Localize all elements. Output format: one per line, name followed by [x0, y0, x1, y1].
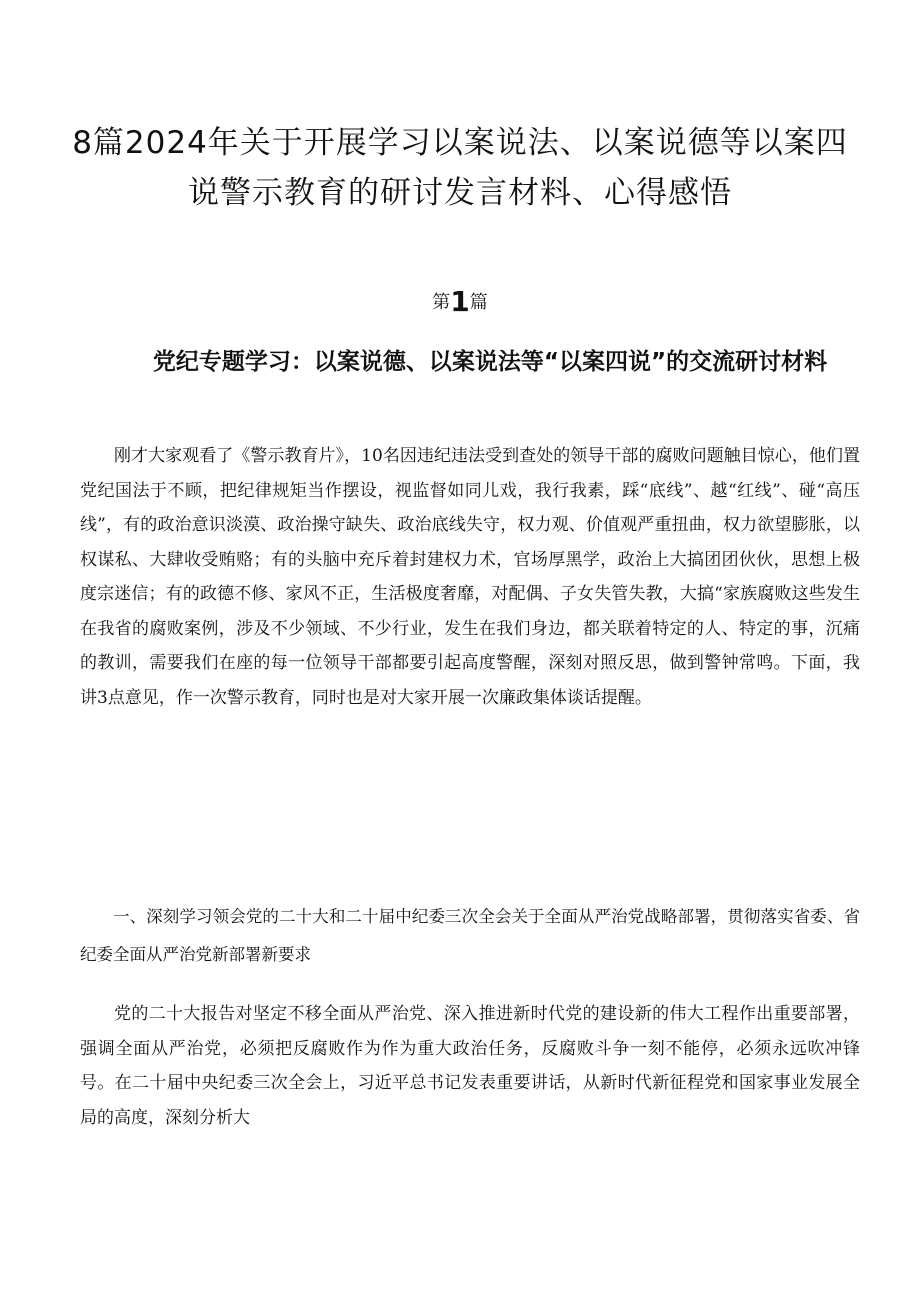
document-title: 8篇2024年关于开展学习以案说法、以案说德等以案四说警示教育的研讨发言材料、心得感悟 — [72, 125, 848, 211]
chapter-prefix: 第 — [432, 292, 451, 313]
chapter-number: 1 — [450, 285, 470, 318]
chapter-suffix: 篇 — [469, 292, 488, 313]
chapter-heading — [0, 286, 920, 319]
section-title: 党纪专题学习：以案说德、以案说法等“以案四说”的交流研讨材料 — [152, 349, 828, 375]
paragraph-body: 党的二十大报告对坚定不移全面从严治党、深入推进新时代党的建设新的伟大工程作出重要部署，强调全面从严治党，必须把反腐败作为作为重大政治任务，反腐败斗争一刻不能停，必须永远吹冲锋号。在二十届中央纪委三次全会上，习近平总书记发表重要讲话，从新时代新征程党和国家事业发展全局的高度，深刻分析大 — [80, 1004, 860, 1128]
paragraph-heading-one: 一、深刻学习领会党的二十大和二十届中纪委三次全会关于全面从严治党战略部署，贯彻落实省委、省纪委全面从严治党新部署新要求 — [80, 907, 860, 964]
paragraph-intro: 刚才大家观看了《警示教育片》，10名因违纪违法受到查处的领导干部的腐败问题触目惊心，他们置党纪国法于不顾，把纪律规矩当作摆设，视监督如同儿戏，我行我素，踩“底线”、越“红线”、碰“高压线”，有的政治意识淡漠、政治操守缺失、政治底线失守，权力观、价值观严重扭曲，权力欲望膨胀，以权谋私、大肆收受贿赂；有的头脑中充斥着封建权力术，官场厚黑学，政治上大搞团团伙伙，思想上极度宗迷信；有的政德不修、家风不正，生活极度奢靡，对配偶、子女失管失教，大搞“家族腐败这些发生在我省的腐败案例，涉及不少领域、不少行业，发生在我们身边，都关联着特定的人、特定的事，沉痛的教训，需要我们在座的每一位领导干部都要引起高度警醒，深刻对照反思，做到警钟常鸣。下面，我讲3点意见，作一次警示教育，同时也是对大家开展一次廉政集体谈话提醒。 — [80, 446, 860, 708]
